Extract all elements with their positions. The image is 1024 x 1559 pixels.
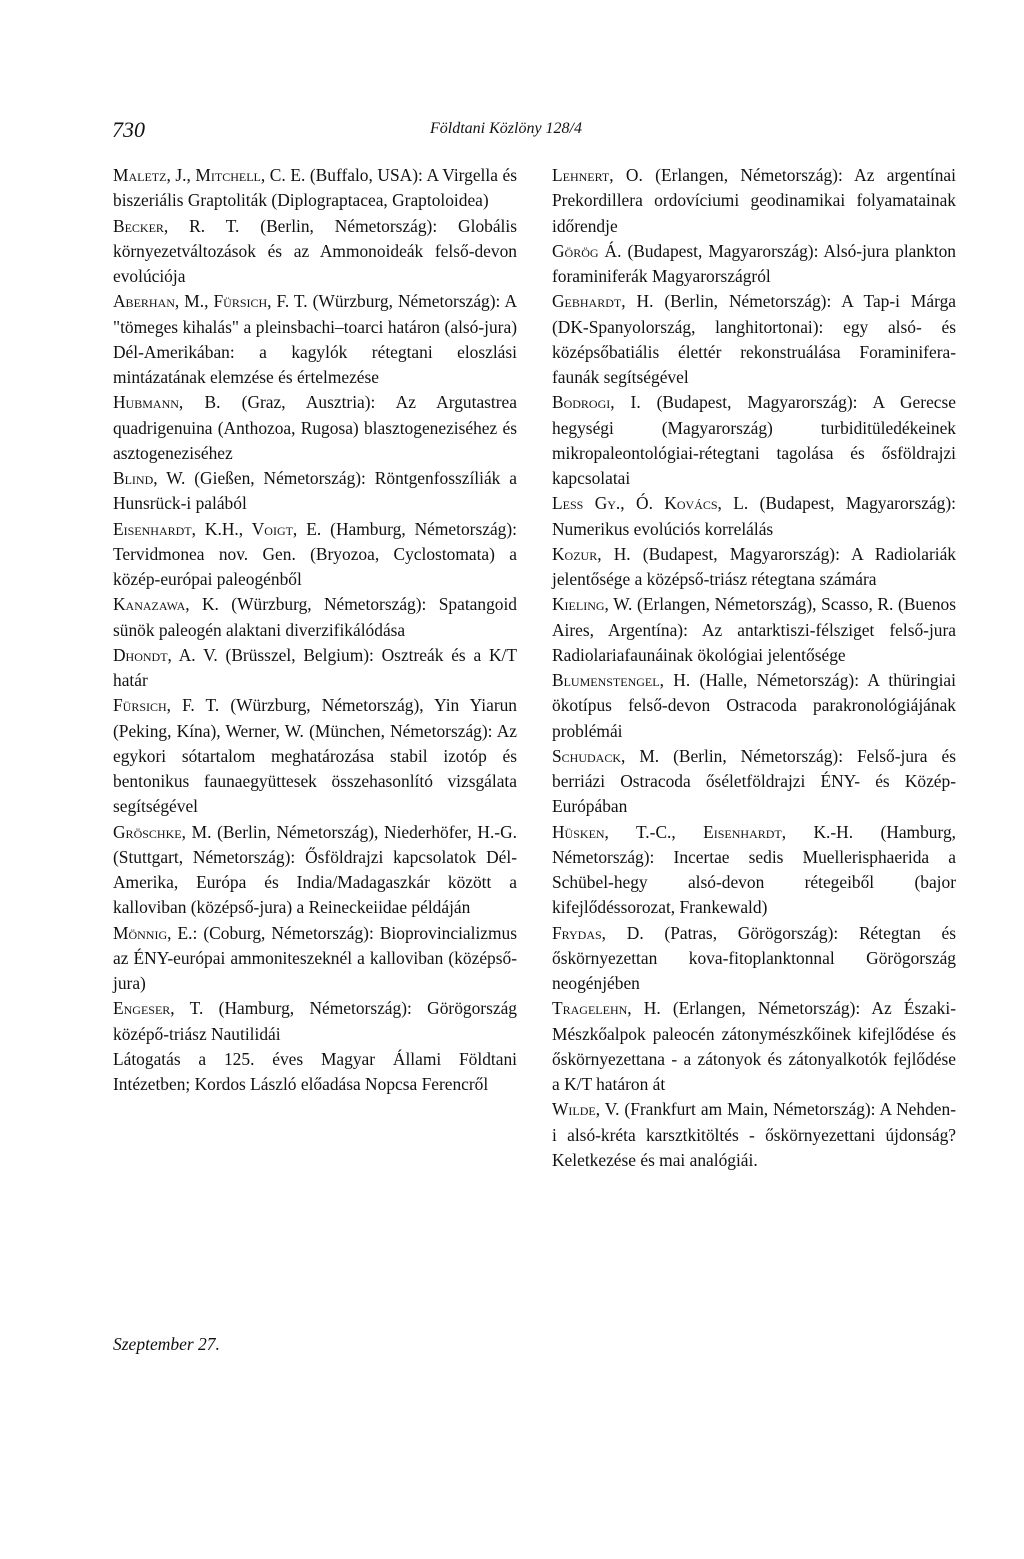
entry-text: (Budapest, Magyarország): A Gerecse hegységi (Magyarország) turbiditüledékeinek mikropaleontológiai-rétegtani tagolása és ősföldrajzi kapcsolatai: [552, 392, 956, 488]
entry: [552, 491, 956, 542]
entry-authors: Less Gy., Ó. Kovács, L.: [552, 493, 749, 514]
entry-text: (Würzburg, Németország): A "tömeges kihalás" a pleinsbachi–toarci határon (alsó-jura) Dél-Amerikában: a kagylók rétegtani eloszlási mintázatának elemzése és értelmezése: [113, 291, 517, 387]
entry: [113, 163, 517, 214]
entry-authors: Fürsich, F. T.: [113, 695, 220, 716]
entry: [552, 592, 956, 668]
entry-authors: Gebhardt, H.: [552, 291, 654, 312]
entry: [113, 693, 517, 819]
entry-authors: Blind, W.: [113, 468, 186, 488]
entry: [113, 214, 517, 290]
entry: [113, 517, 517, 593]
entry-text: (Hamburg, Németország): Görögország középő-triász Nautilidái: [113, 998, 517, 1044]
entry-text: (Würzburg, Németország): Spatangoid sünök paleogén alaktani diverzifikálódása: [113, 594, 518, 640]
entry-text: (Hamburg, Németország): Tervidmonea nov. Gen. (Bryozoa, Cyclostomata) a közép-európai paleogénből: [113, 518, 517, 589]
entry: [113, 996, 517, 1047]
entry-text: (Würzburg, Németország), Yin Yiarun (Peking, Kína), Werner, W. (München, Németország): Az egykori sótartalom meghatározása stabil izotóp és bentonikus faunaegyüttesek összehasonlító vizsgálata segítségével: [113, 695, 518, 817]
entry-text: Látogatás a 125. éves Magyar Állami Földtani Intézetben; Kordos László előadása Nopcsa Ferencről: [113, 1048, 517, 1094]
entry-authors: Becker, R. T.: [113, 215, 240, 236]
entry-text: (Buffalo, USA): A Virgella és biszeriális Graptoliták (Diplograptacea, Graptoloidea): [113, 165, 517, 211]
left-column: [113, 163, 517, 1097]
entry-text: (Budapest, Magyarország): Alsó-jura plankton foraminiferák Magyarországról: [552, 240, 956, 286]
entry-authors: Eisenhardt, K.H., Voigt, E.: [113, 518, 322, 539]
entry: [552, 744, 956, 820]
entry-text: (Berlin, Németország): A Tap-i Márga (DK-Spanyolország, langhitortonai): egy alsó- és középsőbatiális élettér rekonstruálása Foraminifera-faunák segítségével: [552, 291, 956, 387]
entry: [552, 239, 956, 290]
entry-text: (Brüsszel, Belgium): Osztreák és a K/T határ: [113, 644, 517, 690]
right-column: [552, 163, 956, 1173]
entry: [552, 921, 956, 997]
entry-text: (Berlin, Németország): Globális környezetváltozások és az Ammonoideák felső-devon evolúciója: [113, 215, 517, 286]
entry-text: (Frankfurt am Main, Németország): A Nehden-i alsó-kréta karsztkitöltés - őskörnyezettani újdonság? Keletkezése és mai analógiái.: [552, 1099, 956, 1170]
entry-authors: Blumenstengel, H.: [552, 670, 691, 690]
entry-authors: Tragelehn, H.: [552, 998, 661, 1019]
entry-authors: Hubmann, B.: [113, 392, 221, 413]
entry: [552, 542, 956, 593]
entry-text: (Budapest, Magyarország): Numerikus evolúciós korrelálás: [552, 493, 956, 539]
entry: [552, 163, 956, 239]
session-date: Szeptember 27.: [113, 1334, 220, 1354]
entry-authors: Kozur, H.: [552, 543, 631, 564]
entry-authors: Frydas, D.: [552, 922, 644, 943]
entry-authors: Maletz, J., Mitchell, C. E.: [113, 165, 306, 185]
entry-text: (Graz, Ausztria): Az Argutastrea quadrigenuina (Anthozoa, Rugosa) blasztogeneziséhez és asztogeneziséhez: [113, 392, 517, 463]
entry: [552, 668, 956, 744]
entry-text: (Berlin, Németország), Niederhöfer, H.-G. (Stuttgart, Németország): Ősföldrajzi kapcsolatok Dél-Amerika, Európa és India/Madagaszkár között a kalloviban (középső-jura) a Reineckeiidae példáján: [113, 821, 517, 918]
entry-text: (Erlangen, Németország): Az Északi-Mészkőalpok paleocén zátonymészkőinek kifejlődése és őskörnyezettana - a zátonyok és zátonyalkotók fejlődése a K/T határon át: [552, 998, 956, 1094]
entry-text: (Patras, Görögország): Rétegtan és őskörnyezettan kova-fitoplanktonnal Görögország neogénjében: [552, 922, 956, 993]
entry-text: (Halle, Németország): A thüringiai ökotípus felső-devon Ostracoda parakronológiájának problémái: [552, 670, 956, 741]
entry-text: (Gießen, Németország): Röntgenfosszíliák a Hunsrück-i palából: [113, 468, 517, 514]
entry: [113, 289, 517, 390]
entry: [113, 820, 517, 921]
entry-text: (Hamburg, Németország): Incertae sedis Muellerisphaerida a Schübel-hegy alsó-devon rétegeiből (bajor kifejlődéssorozat, Frankewald): [552, 821, 956, 918]
entry-authors: Aberhan, M., Fürsich, F. T.: [113, 291, 308, 312]
entry: [552, 820, 956, 921]
entry: [113, 921, 517, 997]
entry-authors: Wilde, V.: [552, 1099, 620, 1120]
entry: [552, 289, 956, 390]
entry-authors: Kieling, W.: [552, 594, 633, 615]
entry-text: (Erlangen, Németország), Scasso, R. (Buenos Aires, Argentína): Az antarktiszi-félsziget felső-jura Radiolariafaunáinak ökológiai jelentősége: [552, 594, 956, 665]
entry: [552, 390, 956, 491]
journal-title: Földtani Közlöny 128/4: [430, 120, 582, 137]
entry-text: : (Coburg, Németország): Bioprovincializmus az ÉNY-európai ammoniteszeknél a kalloviban (középső-jura): [113, 922, 517, 993]
entry: [113, 466, 517, 517]
entry-authors: Bodrogi, I.: [552, 392, 641, 413]
entry: [552, 1097, 956, 1173]
entry: [113, 592, 517, 643]
entry-authors: Engeser, T.: [113, 998, 204, 1019]
entry-authors: Lehnert, O.: [552, 165, 643, 185]
entry: [113, 390, 517, 466]
entry-authors: Görög Á.: [552, 240, 622, 261]
entry-text: (Budapest, Magyarország): A Radiolariák jelentősége a középső-triász rétegtana számára: [552, 543, 956, 589]
entry-authors: Gröschke, M.: [113, 821, 212, 842]
entry-authors: Mönnig, E.: [113, 922, 193, 943]
entry-text: (Berlin, Németország): Felső-jura és berriázi Ostracoda őséletföldrajzi ÉNY- és Közép-Európában: [552, 745, 956, 817]
entry: [113, 1047, 517, 1098]
entry-authors: Hüsken, T.-C., Eisenhardt, K.-H.: [552, 821, 854, 842]
page-number: 730: [112, 117, 145, 142]
entry: [113, 643, 517, 694]
entry: [552, 996, 956, 1097]
entry-text: (Erlangen, Németország): Az argentínai Prekordillera ordovíciumi geodinamikai folyamatainak időrendje: [552, 165, 956, 236]
entry-authors: Kanazawa, K.: [113, 594, 219, 615]
entry-authors: Schudack, M.: [552, 745, 660, 766]
entry-authors: Dhondt, A. V.: [113, 644, 218, 665]
